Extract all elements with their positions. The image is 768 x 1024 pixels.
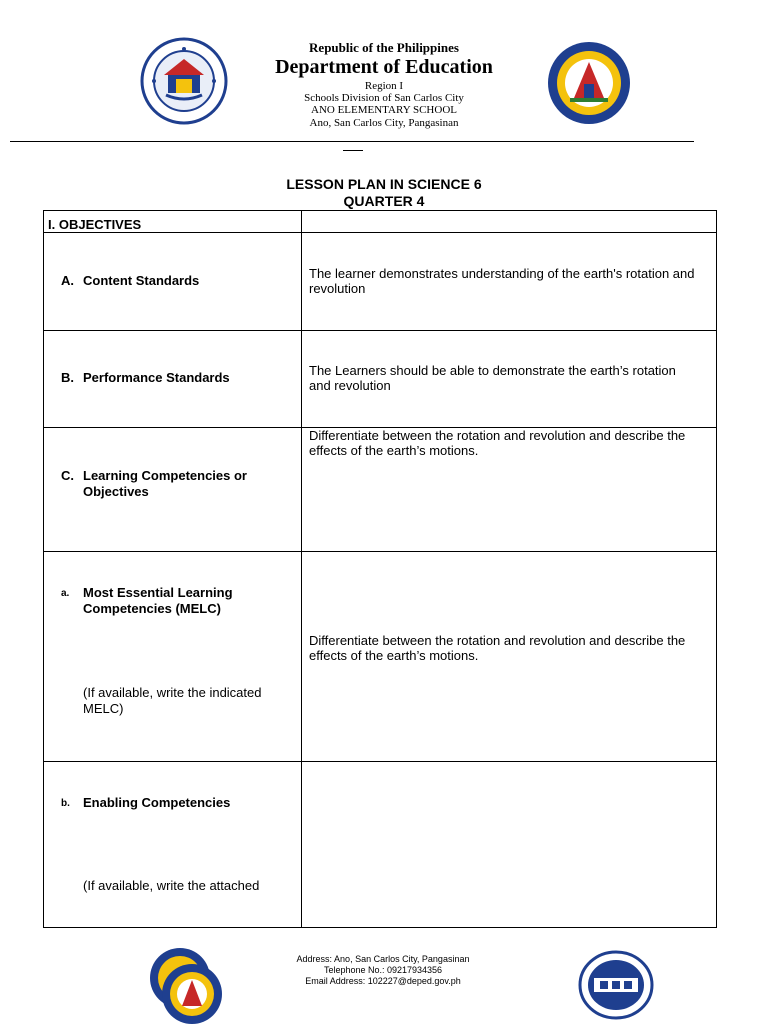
row-marker: b.: [61, 798, 70, 809]
footer-phone: Telephone No.: 09217934356: [323, 965, 443, 975]
lesson-plan-title: LESSON PLAN IN SCIENCE 6: [286, 176, 482, 192]
enabling-competencies-label: Enabling Competencies: [83, 795, 231, 810]
table-row: [43, 761, 302, 928]
quarter-title: QUARTER 4: [343, 193, 425, 209]
department-name: Department of Education: [275, 56, 493, 78]
melc-text: Differentiate between the rotation and revolution and describe the effects of the earth’s motions.: [309, 633, 686, 663]
table-cell: [301, 761, 717, 928]
header-dash: [343, 150, 363, 151]
row-marker: C.: [61, 468, 74, 483]
performance-standards-text: The Learners should be able to demonstrate the earth’s rotation and revolution: [309, 363, 676, 393]
enabling-competencies-note: (If available, write the attached: [83, 878, 260, 893]
region-line: Region I: [364, 80, 404, 92]
school-seal-logo-footer: [140, 946, 232, 1024]
footer-email: Email Address: 102227@deped.gov.ph: [305, 976, 461, 986]
melc-label: Most Essential Learning Competencies (MELC): [83, 585, 233, 616]
content-standards-label: Content Standards: [83, 273, 200, 288]
republic-line: Republic of the Philippines: [309, 40, 459, 55]
school-address: Ano, San Carlos City, Pangasinan: [309, 117, 459, 129]
learning-competencies-text: Differentiate between the rotation and revolution and describe the effects of the earth’s motions.: [309, 428, 686, 458]
footer-address: Address: Ano, San Carlos City, Pangasinan: [296, 954, 470, 964]
row-marker: a.: [61, 588, 70, 599]
learning-competencies-label: Learning Competencies or Objectives: [83, 468, 247, 499]
row-marker: B.: [61, 370, 74, 385]
school-name: ANO ELEMENTARY SCHOOL: [311, 104, 457, 116]
performance-standards-label: Performance Standards: [83, 370, 230, 385]
objectives-heading: I. OBJECTIVES: [48, 217, 142, 232]
quality-management-logo: [578, 950, 654, 1020]
header-divider: [10, 141, 694, 142]
table-row: [43, 551, 302, 762]
content-standards-text: The learner demonstrates understanding of the earth's rotation and revolution: [309, 266, 695, 296]
melc-note: (If available, write the indicated MELC): [83, 685, 262, 716]
objectives-heading-empty-cell: [301, 210, 717, 233]
division-line: Schools Division of San Carlos City: [304, 92, 464, 104]
row-marker: A.: [61, 273, 74, 288]
